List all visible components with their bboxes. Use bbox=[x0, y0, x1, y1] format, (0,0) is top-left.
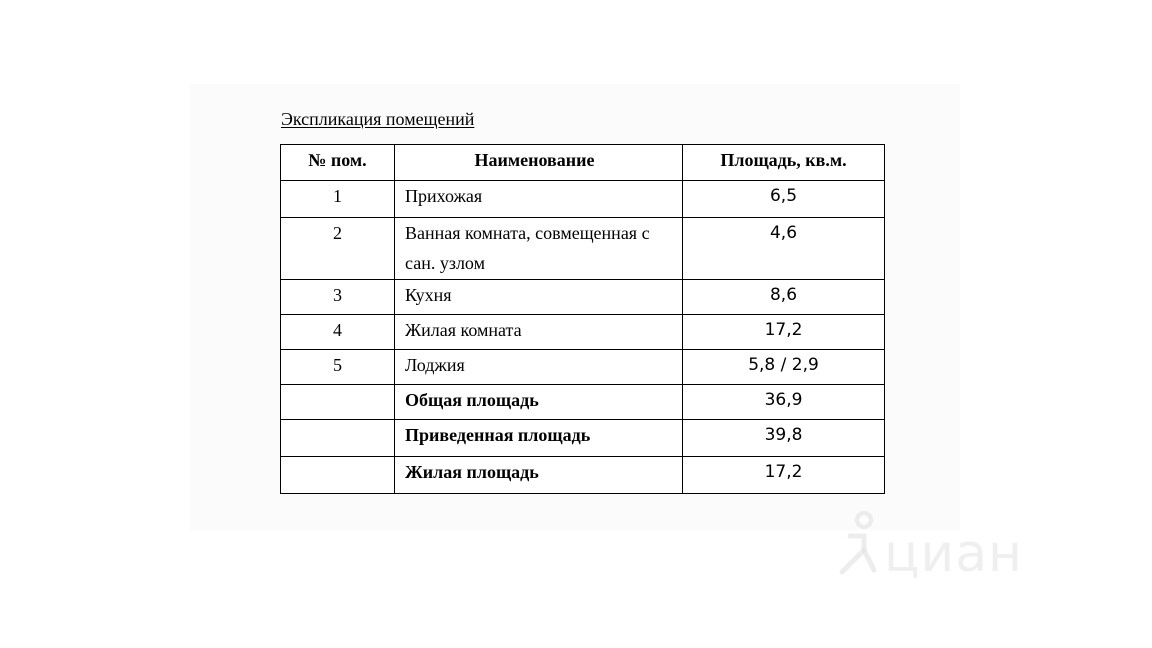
table-row bbox=[281, 280, 885, 315]
total-area: 17,2 bbox=[683, 457, 885, 494]
row-name: Кухня bbox=[395, 280, 683, 315]
row-num: 1 bbox=[281, 181, 395, 218]
header-num: № пом. bbox=[281, 145, 395, 181]
row-name: Лоджия bbox=[395, 350, 683, 385]
table-row bbox=[281, 315, 885, 350]
row-num: 5 bbox=[281, 350, 395, 385]
row-area: 4,6 bbox=[683, 218, 885, 280]
row-area: 17,2 bbox=[683, 315, 885, 350]
total-area: 36,9 bbox=[683, 385, 885, 420]
total-name: Приведенная площадь bbox=[395, 420, 683, 457]
row-area: 6,5 bbox=[683, 181, 885, 218]
table-row bbox=[281, 218, 885, 280]
header-name: Наименование bbox=[395, 145, 683, 181]
row-num: 4 bbox=[281, 315, 395, 350]
total-area: 39,8 bbox=[683, 420, 885, 457]
row-area: 5,8 / 2,9 bbox=[683, 350, 885, 385]
row-name: Ванная комната, совмещенная с сан. узлом bbox=[395, 218, 683, 280]
header-area: Площадь, кв.м. bbox=[683, 145, 885, 181]
row-name: Прихожая bbox=[395, 181, 683, 218]
total-name: Общая площадь bbox=[395, 385, 683, 420]
row-area: 8,6 bbox=[683, 280, 885, 315]
total-num bbox=[281, 385, 395, 420]
watermark-text: циан bbox=[884, 524, 1024, 584]
table-row bbox=[281, 350, 885, 385]
total-num bbox=[281, 457, 395, 494]
table-total-row bbox=[281, 385, 885, 420]
row-num: 2 bbox=[281, 218, 395, 280]
total-num bbox=[281, 420, 395, 457]
document-caption: Экспликация помещений bbox=[281, 109, 475, 129]
row-name: Жилая комната bbox=[395, 315, 683, 350]
table-total-row bbox=[281, 457, 885, 494]
total-name: Жилая площадь bbox=[395, 457, 683, 494]
table-total-row bbox=[281, 420, 885, 457]
table-header-row bbox=[281, 145, 885, 181]
row-num: 3 bbox=[281, 280, 395, 315]
explication-table bbox=[280, 144, 885, 494]
table-row bbox=[281, 181, 885, 218]
